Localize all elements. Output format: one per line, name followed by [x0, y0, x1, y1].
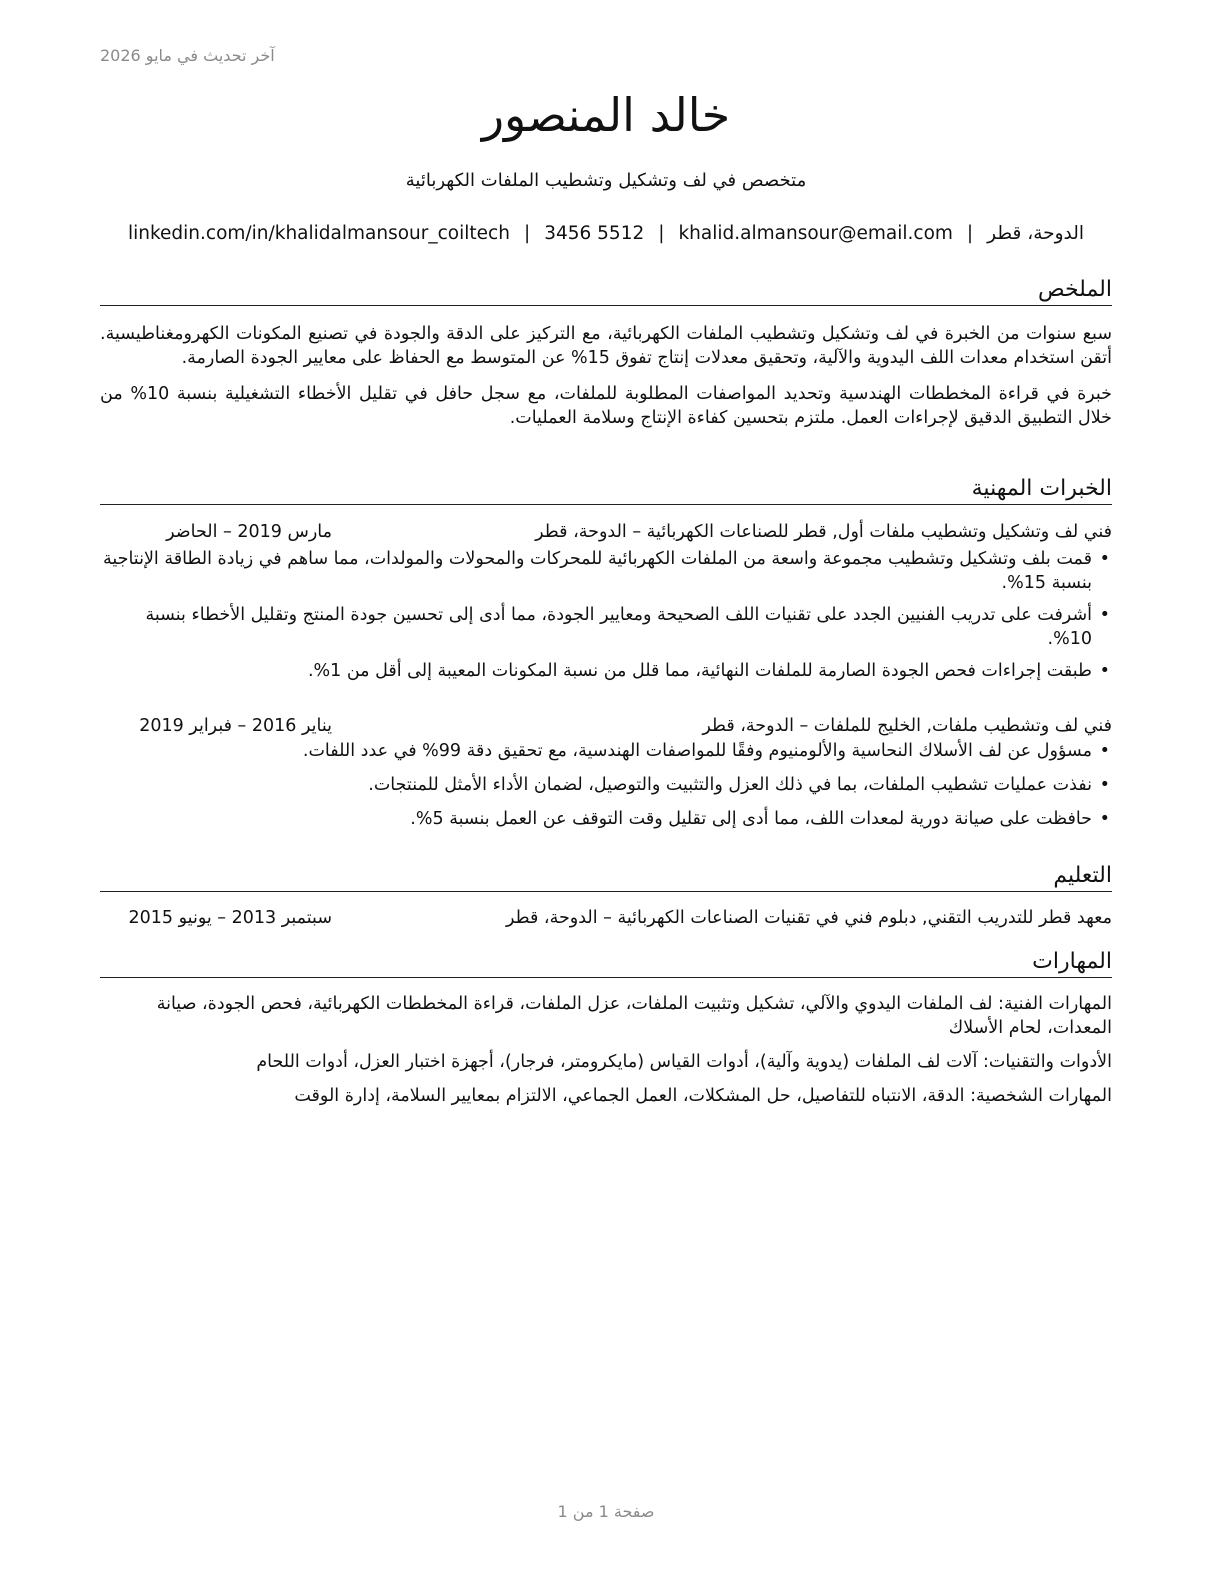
experience-section: [100, 475, 1112, 831]
skills-heading: المهارات: [100, 948, 1112, 978]
summary-paragraph: خبرة في قراءة المخططات الهندسية وتحديد المواصفات المطلوبة للملفات، مع سجل حافل في تقليل الأخطاء التشغيلية بنسبة 10% من خلال التطبيق الدقيق لإجراءات العمل. ملتزم بتحسين كفاءة الإنتاج وسلامة العمليات.: [100, 384, 1113, 428]
resume-page: [100, 0, 1112, 1584]
contact-separator: |: [523, 223, 531, 244]
page-number: صفحة 1 من 1: [557, 1502, 655, 1521]
candidate-title: متخصص في لف وتشكيل وتشطيب الملفات الكهربائية: [405, 170, 807, 191]
job-entry: [100, 713, 1112, 831]
list-item: • حافظت على صيانة دورية لمعدات اللف، مما أدى إلى تقليل وقت التوقف عن العمل بنسبة 5%.: [410, 809, 1110, 829]
list-item: • قمت بلف وتشكيل وتشطيب مجموعة واسعة من الملفات الكهربائية للمحركات والمحولات والمولدات، مما ساهم في زيادة الطاقة الإنتاجية بنسبة 15%.: [102, 549, 1110, 593]
education-heading: التعليم: [100, 862, 1112, 892]
contact-email[interactable]: khalid.almansour@email.com: [678, 223, 953, 244]
skills-personal: المهارات الشخصية: الدقة، الانتباه للتفاصيل، حل المشكلات، العمل الجماعي، الالتزام بمعايير السلامة، إدارة الوقت: [294, 1086, 1112, 1106]
summary-section: [100, 276, 1112, 430]
summary-paragraph: سبع سنوات من الخبرة في لف وتشكيل وتشطيب الملفات الكهربائية، مع التركيز على الدقة والجودة في تصنيع المكونات الكهرومغناطيسية. أتقن استخدام معدات اللف اليدوية والآلية، وتحقيق معدلات إنتاج تفوق 15% عن المتوسط مع الحفاظ على معايير الجودة الصارمة.: [100, 324, 1112, 368]
job-dates: مارس 2019 – الحاضر: [166, 522, 332, 542]
job-dates: يناير 2016 – فبراير 2019: [139, 716, 332, 736]
job-entry: [100, 519, 1112, 683]
education-title: معهد قطر للتدريب التقني, دبلوم فني في تقنيات الصناعات الكهربائية – الدوحة، قطر: [505, 908, 1112, 928]
job-bullets: [100, 547, 1112, 683]
bullet-icon: •: [1099, 775, 1110, 795]
list-item: • نفذت عمليات تشطيب الملفات، بما في ذلك العزل والتثبيت والتوصيل، لضمان الأداء الأمثل للمنتجات.: [368, 775, 1110, 795]
contact-location: الدوحة، قطر: [987, 223, 1085, 244]
skills-technical: المهارات الفنية: لف الملفات اليدوي والآلي، تشكيل وتثبيت الملفات، عزل الملفات، قراءة المخططات الكهربائية، فحص الجودة، صيانة المعدات، لحام الأسلاك: [156, 994, 1112, 1038]
job-header: [100, 713, 1112, 739]
contact-separator: |: [658, 223, 665, 244]
contact-separator: |: [966, 223, 974, 244]
list-item: • طبقت إجراءات فحص الجودة الصارمة للملفات النهائية، مما قلل من نسبة المكونات المعيبة إلى أقل من 1%.: [307, 661, 1110, 681]
bullet-icon: •: [1099, 741, 1110, 761]
education-section: [100, 862, 1112, 931]
job-title: فني لف وتشكيل وتشطيب ملفات أول, قطر للصناعات الكهربائية – الدوحة، قطر: [535, 522, 1112, 542]
education-entry: [100, 905, 1112, 931]
education-dates: سبتمبر 2013 – يونيو 2015: [128, 908, 332, 928]
bullet-icon: •: [1099, 549, 1110, 569]
skills-tools: الأدوات والتقنيات: آلات لف الملفات (يدوية وآلية)، أدوات القياس (مايكرومتر، فرجار)، أجهزة اختبار العزل، أدوات اللحام: [256, 1052, 1112, 1072]
job-header: [100, 519, 1112, 545]
last-updated: آخر تحديث في مايو 2026: [100, 46, 275, 65]
job-bullets: [100, 739, 1112, 831]
bullet-icon: •: [1099, 809, 1110, 829]
contact-linkedin[interactable]: linkedin.com/in/khalidalmansour_coiltech: [127, 223, 510, 244]
contact-line: [100, 223, 1112, 244]
summary-heading: الملخص: [100, 276, 1112, 306]
experience-heading: الخبرات المهنية: [100, 475, 1112, 505]
skills-section: [100, 948, 1112, 1108]
list-item: • مسؤول عن لف الأسلاك النحاسية والألومنيوم وفقًا للمواصفات الهندسية، مع تحقيق دقة 99% في عدد اللفات.: [302, 741, 1110, 761]
list-item: • أشرفت على تدريب الفنيين الجدد على تقنيات اللف الصحيحة ومعايير الجودة، مما أدى إلى تحسين جودة المنتج وتقليل الأخطاء بنسبة 10%.: [145, 605, 1110, 649]
bullet-icon: •: [1099, 661, 1110, 681]
job-title: فني لف وتشطيب ملفات, الخليج للملفات – الدوحة، قطر: [702, 716, 1112, 736]
contact-phone: 3456 5512: [544, 223, 645, 244]
candidate-name: خالد المنصور: [481, 88, 731, 142]
bullet-icon: •: [1099, 605, 1110, 625]
